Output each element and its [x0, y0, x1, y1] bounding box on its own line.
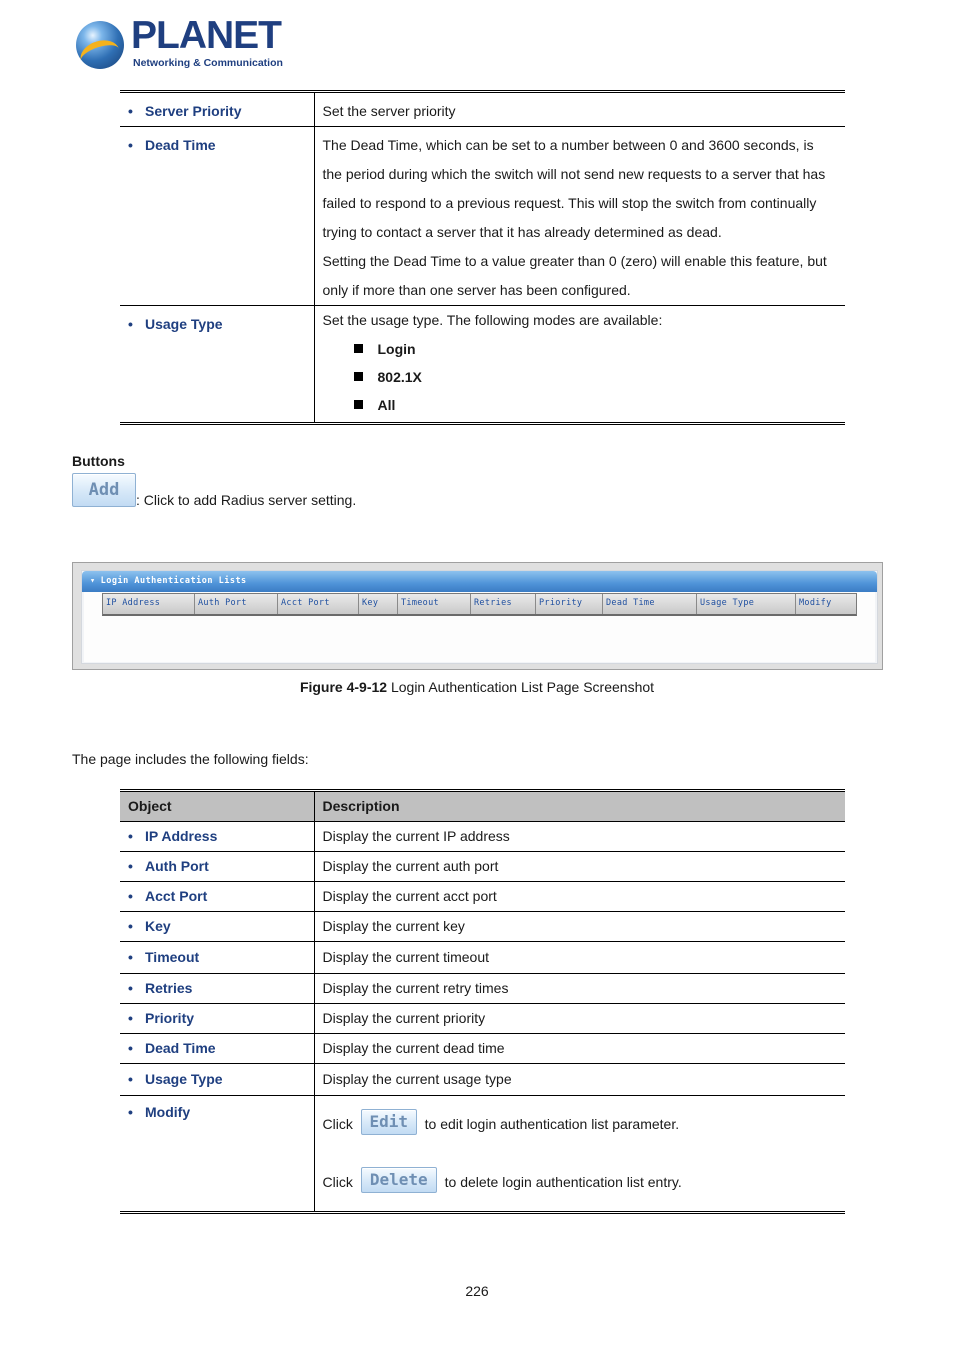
object-label: • Usage Type — [128, 1071, 223, 1087]
table-header-row — [120, 791, 845, 822]
object-label: • Usage Type — [128, 316, 223, 332]
object-column-header: Object — [120, 791, 314, 822]
edit-description: to edit login authentication list parameter. — [424, 1116, 680, 1132]
login-authentication-lists-screenshot — [72, 562, 883, 670]
collapse-arrow-icon[interactable]: ▾ — [90, 576, 96, 586]
click-text: Click — [322, 1116, 353, 1132]
description-text: Display the current priority — [322, 1010, 486, 1026]
column-header: Auth Port — [195, 594, 278, 614]
column-header: IP Address — [103, 594, 195, 614]
column-header: Modify — [799, 598, 832, 608]
figure-caption-text: Login Authentication List Page Screenshot — [387, 679, 655, 695]
object-label: • Dead Time — [128, 1040, 216, 1056]
description-text: Display the current timeout — [322, 949, 490, 965]
description-text: Display the current retry times — [322, 980, 509, 996]
description-line: Set the usage type. The following modes are available: — [322, 312, 663, 328]
object-label: • Retries — [128, 980, 192, 996]
globe-icon — [76, 21, 124, 69]
description-text: Display the current usage type — [322, 1071, 512, 1087]
object-label: • Auth Port — [128, 858, 209, 874]
description-line: only if more than one server has been configured. — [322, 282, 631, 298]
click-text: Click — [322, 1174, 353, 1190]
column-header: Acct Port — [278, 594, 359, 614]
table-row — [120, 306, 845, 424]
list-table-header — [102, 593, 857, 616]
table-row — [120, 92, 845, 127]
object-label: • Acct Port — [128, 888, 207, 904]
panel-title: Login Authentication Lists — [100, 576, 247, 586]
panel-title-bar — [82, 571, 877, 592]
buttons-heading: Buttons — [72, 453, 125, 469]
object-label: • Timeout — [128, 949, 199, 965]
table-row — [120, 822, 845, 852]
object-label: • Dead Time — [128, 137, 216, 153]
table-row — [120, 1034, 845, 1064]
table-row — [120, 942, 845, 974]
figure-number: Figure 4-9-12 — [299, 679, 388, 695]
table-row — [120, 1064, 845, 1096]
description-text: Display the current dead time — [322, 1040, 505, 1056]
object-label: • IP Address — [128, 828, 217, 844]
description-line: trying to contact a server that it has already determined as dead. — [322, 224, 722, 240]
column-header: Key — [359, 594, 398, 614]
table-row — [120, 974, 845, 1004]
table-row — [120, 127, 845, 306]
table-row — [120, 882, 845, 912]
figure-caption — [0, 679, 954, 695]
description-text: Display the current acct port — [322, 888, 497, 904]
object-label: • Priority — [128, 1010, 194, 1026]
table-row — [120, 1004, 845, 1034]
logo-brand: PLANET — [131, 14, 281, 57]
column-header: Timeout — [398, 594, 471, 614]
logo-tagline: Networking & Communication — [133, 57, 283, 69]
delete-button[interactable]: Delete — [361, 1167, 437, 1193]
column-header: Usage Type — [697, 594, 796, 614]
description-text: Display the current auth port — [322, 858, 499, 874]
description-line: Setting the Dead Time to a value greater than 0 (zero) will enable this feature, but — [322, 253, 827, 269]
description-line: the period during which the switch will not send new requests to a server that has — [322, 166, 826, 182]
object-label: • Modify — [128, 1104, 190, 1120]
description-column-header: Description — [314, 791, 845, 822]
add-button-description: : Click to add Radius server setting. — [136, 492, 357, 508]
description-text: Set the server priority — [322, 103, 456, 119]
mode-item: All — [323, 391, 838, 419]
edit-button[interactable]: Edit — [361, 1109, 417, 1135]
description-text: Display the current IP address — [322, 828, 510, 844]
page-number: 226 — [465, 1283, 489, 1299]
add-button[interactable]: Add — [72, 473, 136, 507]
intro-text: The page includes the following fields: — [72, 751, 309, 767]
column-header: Retries — [471, 594, 536, 614]
fields-table — [120, 789, 845, 1214]
column-header: Priority — [536, 594, 603, 614]
description-text: Display the current key — [322, 918, 465, 934]
table-row — [120, 1096, 845, 1213]
table-row — [120, 912, 845, 942]
mode-item: 802.1X — [323, 363, 838, 391]
object-label: • Server Priority — [128, 103, 242, 119]
edit-instruction — [323, 1109, 838, 1139]
description-line: The Dead Time, which can be set to a number between 0 and 3600 seconds, is — [322, 137, 814, 153]
delete-instruction — [323, 1167, 838, 1197]
description-line: failed to respond to a previous request. This will stop the switch from continually — [322, 195, 817, 211]
table-row — [120, 852, 845, 882]
top-description-table — [120, 90, 845, 425]
planet-logo — [76, 14, 283, 74]
column-header: Dead Time — [603, 594, 697, 614]
object-label: • Key — [128, 918, 171, 934]
delete-description: to delete login authentication list entry. — [444, 1174, 682, 1190]
mode-item: Login — [323, 335, 838, 363]
